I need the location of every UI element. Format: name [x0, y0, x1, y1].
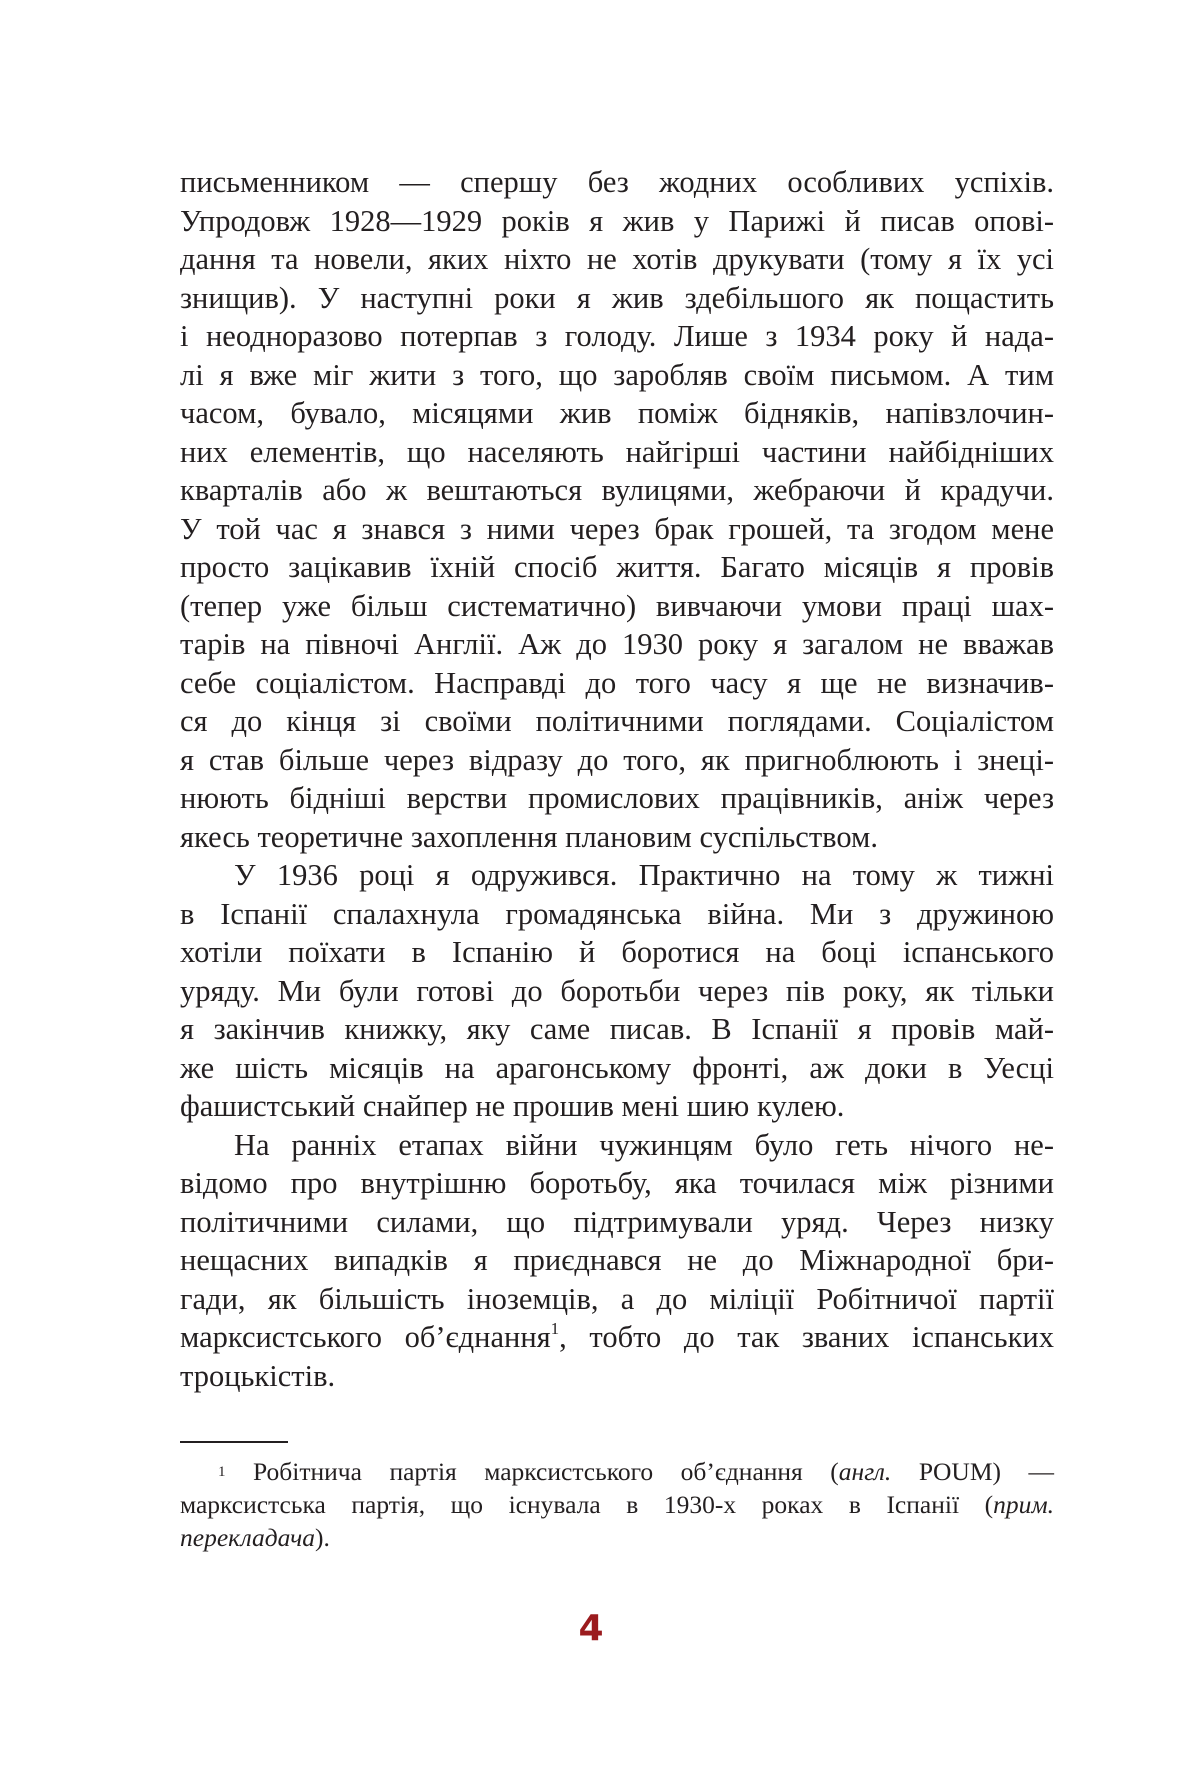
text-line: тарів на півночі Англії. Аж до 1930 року я загалом не вважав	[180, 627, 1054, 661]
text-fragment-italic: англ.	[838, 1457, 892, 1486]
footnote-line	[180, 1521, 1054, 1554]
text-line: лі я вже міг жити з того, що заробляв своїм письмом. А тим	[180, 357, 1054, 392]
text-line: уряду. Ми були готові до боротьби через пів року, як тільки	[180, 973, 1054, 1008]
text-fragment-italic: перекладача	[180, 1523, 315, 1552]
text-line-with-footnote-ref	[180, 1318, 1054, 1357]
text-line: хотіли поїхати в Іспанію й боротися на боці іспанського	[180, 935, 1054, 969]
text-line: же шість місяців на арагонському фронті, аж доки в Уесці	[180, 1050, 1054, 1085]
text-line: знищив). У наступні роки я жив здебільшого як пощастить	[180, 280, 1054, 315]
text-fragment: марксистського об’єднання	[180, 1320, 551, 1354]
text-line: У 1936 році я одружився. Практично на тому ж тижні	[234, 858, 1054, 892]
footnote-divider	[180, 1441, 288, 1443]
text-line: них елементів, що населяють найгірші частини найбідніших	[180, 434, 1054, 469]
text-line: фашистський снайпер не прошив мені шию кулею.	[180, 1089, 845, 1123]
paragraph-1	[180, 163, 1054, 856]
text-line: письменником — спершу без жодних особливих успіхів.	[180, 165, 1054, 199]
text-line: нещасних випадків я приєднався не до Міжнародної бри-	[180, 1243, 1054, 1277]
page-number: 4	[578, 1608, 604, 1649]
text-fragment: , тобто до так званих іспанських	[559, 1320, 1054, 1354]
text-line: кварталів або ж вештаються вулицями, жебраючи й крадучи.	[180, 473, 1054, 507]
text-line: нюють бідніші верстви промислових працівників, аніж через	[180, 781, 1054, 815]
footnote-reference[interactable]: 1	[550, 1319, 560, 1338]
footnote	[180, 1455, 1054, 1554]
text-line: часом, бувало, місяцями жив поміж бідняків, напівзлочин-	[180, 396, 1054, 430]
text-fragment: ).	[314, 1523, 330, 1552]
text-fragment: марксистська партія, що існувала в 1930-х роках в Іспанії (	[180, 1490, 994, 1519]
text-line: я став більше через відразу до того, як пригноблюють і знеці-	[180, 742, 1054, 777]
text-line: я закінчив книжку, яку саме писав. В Іспанії я провів май-	[180, 1012, 1054, 1046]
text-line: (тепер уже більш систематично) вивчаючи умови праці шах-	[180, 588, 1054, 623]
text-line: гади, як більшість іноземців, а до міліції Робітничої партії	[180, 1281, 1054, 1316]
text-line: просто зацікавив їхній спосіб життя. Багато місяців я провів	[180, 550, 1054, 584]
paragraph-3	[180, 1126, 1054, 1396]
text-line: якесь теоретичне захоплення плановим суспільством.	[180, 819, 878, 854]
text-fragment-italic: прим.	[993, 1490, 1054, 1519]
footnote-marker: 1	[218, 1464, 226, 1480]
paragraph-2	[180, 856, 1054, 1126]
footnote-line	[180, 1455, 1054, 1488]
footnote-line	[180, 1488, 1054, 1521]
text-fragment: POUM) —	[891, 1457, 1054, 1486]
text-line: в Іспанії спалахнула громадянська війна. Ми з дружиною	[180, 896, 1054, 931]
text-line: На ранніх етапах війни чужинцям було геть нічого не-	[234, 1127, 1054, 1162]
text-line: Упродовж 1928—1929 років я жив у Парижі й писав опові-	[180, 203, 1054, 238]
text-line: ся до кінця зі своїми політичними поглядами. Соціалістом	[180, 704, 1054, 738]
page-body	[180, 163, 1054, 1395]
text-line: У той час я знався з ними через брак грошей, та згодом мене	[180, 511, 1054, 546]
text-line: дання та новели, яких ніхто не хотів друкувати (тому я їх усі	[180, 242, 1054, 276]
text-line: троцькістів.	[180, 1358, 336, 1393]
text-line: і неодноразово потерпав з голоду. Лише з 1934 року й нада-	[180, 319, 1054, 353]
text-line: відомо про внутрішню боротьбу, яка точилася між різними	[180, 1166, 1054, 1200]
text-line: політичними силами, що підтримували уряд. Через низку	[180, 1204, 1054, 1239]
text-line: себе соціалістом. Насправді до того часу я ще не визначив-	[180, 665, 1054, 700]
text-fragment: Робітнича партія марксистського об’єднання (	[225, 1457, 839, 1486]
